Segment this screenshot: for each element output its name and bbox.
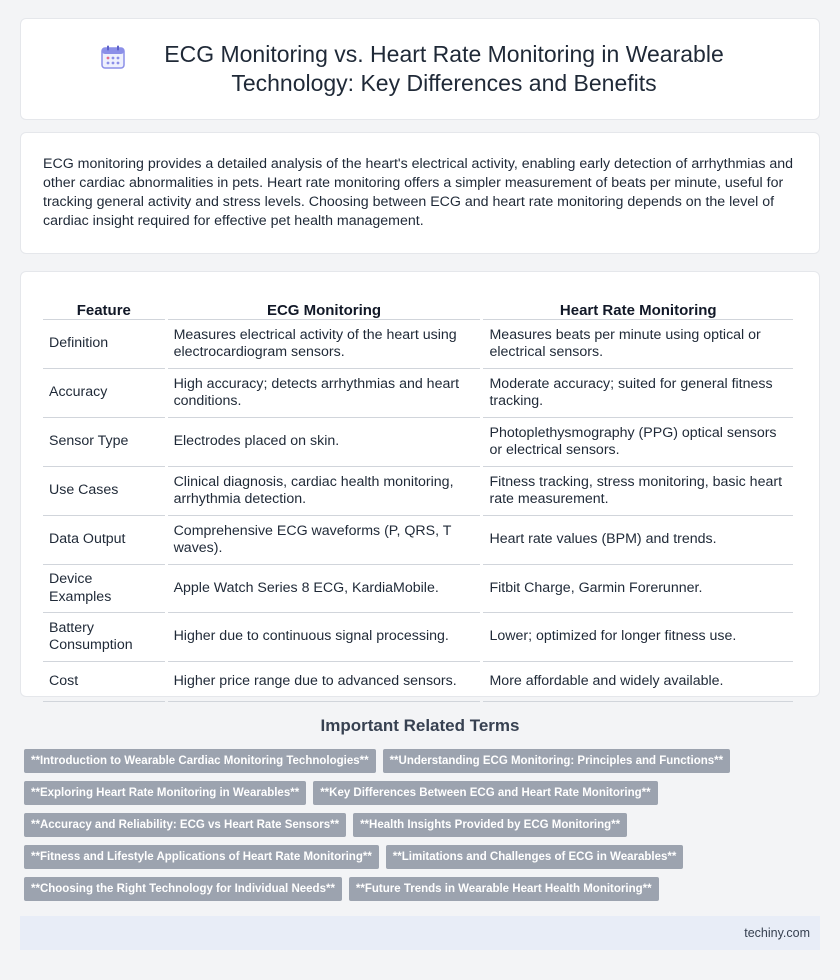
table-row xyxy=(43,418,793,467)
table-row xyxy=(43,467,793,516)
table-row xyxy=(43,613,793,662)
comparison-table-card xyxy=(20,271,820,697)
footer xyxy=(20,916,820,950)
ecg-cell: Electrodes placed on skin. xyxy=(168,418,481,467)
feature-cell: Data Output xyxy=(43,516,165,565)
feature-cell: Cost xyxy=(43,662,165,702)
title-wrap xyxy=(100,40,740,98)
header-heart-rate: Heart Rate Monitoring xyxy=(483,290,793,320)
related-term-tag[interactable]: **Health Insights Provided by ECG Monitoring** xyxy=(353,813,627,837)
feature-cell: Accuracy xyxy=(43,369,165,418)
ecg-cell: Comprehensive ECG waveforms (P, QRS, T waves). xyxy=(168,516,481,565)
heart-rate-cell: Fitness tracking, stress monitoring, basic heart rate measurement. xyxy=(483,467,793,516)
related-terms-title: Important Related Terms xyxy=(320,716,520,735)
related-terms-list xyxy=(24,749,824,909)
ecg-cell: Clinical diagnosis, cardiac health monitoring, arrhythmia detection. xyxy=(168,467,481,516)
table-row xyxy=(43,369,793,418)
page-title: ECG Monitoring vs. Heart Rate Monitoring in Wearable Technology: Key Differences and Benefits xyxy=(164,41,724,96)
related-term-tag[interactable]: **Limitations and Challenges of ECG in Wearables** xyxy=(386,845,684,869)
tag-row xyxy=(24,813,824,837)
heart-rate-cell: Moderate accuracy; suited for general fitness tracking. xyxy=(483,369,793,418)
tag-row xyxy=(24,749,824,773)
tag-row xyxy=(24,877,824,901)
heart-rate-cell: Photoplethysmography (PPG) optical sensors or electrical sensors. xyxy=(483,418,793,467)
tag-row xyxy=(24,845,824,869)
related-term-tag[interactable]: **Introduction to Wearable Cardiac Monitoring Technologies** xyxy=(24,749,376,773)
feature-cell: Definition xyxy=(43,320,165,369)
heart-rate-cell: Measures beats per minute using optical or electrical sensors. xyxy=(483,320,793,369)
table-row xyxy=(43,662,793,702)
header-ecg: ECG Monitoring xyxy=(168,290,481,320)
related-term-tag[interactable]: **Fitness and Lifestyle Applications of Heart Rate Monitoring** xyxy=(24,845,379,869)
ecg-cell: Higher due to continuous signal processing. xyxy=(168,613,481,662)
related-term-tag[interactable]: **Understanding ECG Monitoring: Principles and Functions** xyxy=(383,749,731,773)
related-term-tag[interactable]: **Key Differences Between ECG and Heart Rate Monitoring** xyxy=(313,781,657,805)
ecg-cell: High accuracy; detects arrhythmias and heart conditions. xyxy=(168,369,481,418)
header-card xyxy=(20,18,820,120)
ecg-cell: Apple Watch Series 8 ECG, KardiaMobile. xyxy=(168,565,481,613)
feature-cell: Device Examples xyxy=(43,565,165,613)
table-row xyxy=(43,320,793,369)
heart-rate-cell: Fitbit Charge, Garmin Forerunner. xyxy=(483,565,793,613)
calendar-icon xyxy=(100,44,126,70)
feature-cell: Battery Consumption xyxy=(43,613,165,662)
related-term-tag[interactable]: **Accuracy and Reliability: ECG vs Heart Rate Sensors** xyxy=(24,813,346,837)
tag-row xyxy=(24,781,824,805)
related-term-tag[interactable]: **Future Trends in Wearable Heart Health Monitoring** xyxy=(349,877,659,901)
ecg-cell: Higher price range due to advanced sensors. xyxy=(168,662,481,702)
heart-rate-cell: More affordable and widely available. xyxy=(483,662,793,702)
feature-cell: Sensor Type xyxy=(43,418,165,467)
table-row xyxy=(43,516,793,565)
table-header-row xyxy=(43,290,793,320)
header-feature: Feature xyxy=(43,290,165,320)
heart-rate-cell: Lower; optimized for longer fitness use. xyxy=(483,613,793,662)
related-term-tag[interactable]: **Choosing the Right Technology for Individual Needs** xyxy=(24,877,342,901)
related-term-tag[interactable]: **Exploring Heart Rate Monitoring in Wearables** xyxy=(24,781,306,805)
comparison-table xyxy=(40,290,796,702)
heart-rate-cell: Heart rate values (BPM) and trends. xyxy=(483,516,793,565)
feature-cell: Use Cases xyxy=(43,467,165,516)
footer-site-name: techiny.com xyxy=(744,926,810,940)
intro-paragraph: ECG monitoring provides a detailed analysis of the heart's electrical activity, enabling early detection of arrhythmias and other cardiac abnormalities in pets. Heart rate monitoring offers a simpler measurement of beats per minute, useful for tracking general activity and stress levels. Choosing between ECG and heart rate monitoring depends on the level of cardiac insight required for effective pet health management. xyxy=(43,156,794,229)
ecg-cell: Measures electrical activity of the heart using electrocardiogram sensors. xyxy=(168,320,481,369)
intro-card xyxy=(20,132,820,254)
table-row xyxy=(43,565,793,613)
